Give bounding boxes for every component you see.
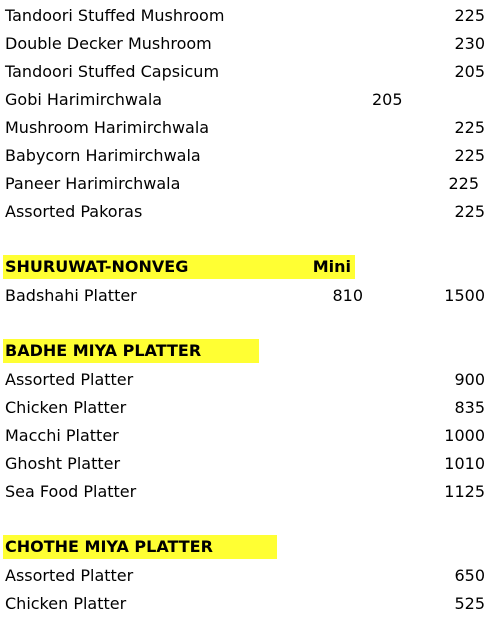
item-name: Chicken Platter [5,594,127,613]
item-name: Assorted Pakoras [5,202,143,221]
item-price: 1500 [444,286,485,305]
item-name: Badshahi Platter [5,286,137,305]
item-name: Chicken Platter [5,398,127,417]
item-price: 205 [454,62,485,81]
item-price: 650 [454,566,485,585]
menu-item-row [0,422,499,450]
section-title: BADHE MIYA PLATTER [5,341,202,360]
item-name: Assorted Platter [5,566,134,585]
section-heading-chothe-miya-platter [3,535,277,559]
item-price: 1125 [444,482,485,501]
item-price: 225 [454,202,485,221]
item-name: Sea Food Platter [5,482,137,501]
item-name: Ghosht Platter [5,454,121,473]
menu-item-row [0,282,499,310]
item-price: 225 [448,174,479,193]
item-price: 225 [454,6,485,25]
menu-item-row [0,86,499,114]
item-price: 1000 [444,426,485,445]
item-name: Mushroom Harimirchwala [5,118,210,137]
item-price: 205 [372,90,403,109]
section-heading-shuruwat-nonveg [3,255,355,279]
menu-item-row [0,142,499,170]
menu-item-row [0,2,499,30]
item-mini-price: 810 [332,286,363,305]
menu-item-row [0,366,499,394]
item-name: Babycorn Harimirchwala [5,146,201,165]
menu-item-row [0,30,499,58]
menu-item-row [0,450,499,478]
section-heading-badhe-miya-platter [3,339,259,363]
item-price: 835 [454,398,485,417]
menu-item-row [0,394,499,422]
menu-item-row [0,590,499,618]
item-price: 525 [454,594,485,613]
menu-item-row [0,478,499,506]
item-name: Tandoori Stuffed Mushroom [5,6,225,25]
section-title: CHOTHE MIYA PLATTER [5,537,213,556]
item-name: Assorted Platter [5,370,134,389]
menu-item-row [0,170,499,198]
menu-item-row [0,562,499,590]
section-title: SHURUWAT-NONVEG [5,257,189,276]
item-price: 230 [454,34,485,53]
item-name: Tandoori Stuffed Capsicum [5,62,220,81]
item-price: 225 [454,118,485,137]
menu-item-row [0,114,499,142]
item-name: Gobi Harimirchwala [5,90,163,109]
item-price: 225 [454,146,485,165]
item-name: Paneer Harimirchwala [5,174,181,193]
mini-column-label: Mini [312,257,351,276]
menu-item-row [0,58,499,86]
item-name: Macchi Platter [5,426,119,445]
item-price: 1010 [444,454,485,473]
menu-item-row [0,198,499,226]
item-name: Double Decker Mushroom [5,34,212,53]
item-price: 900 [454,370,485,389]
